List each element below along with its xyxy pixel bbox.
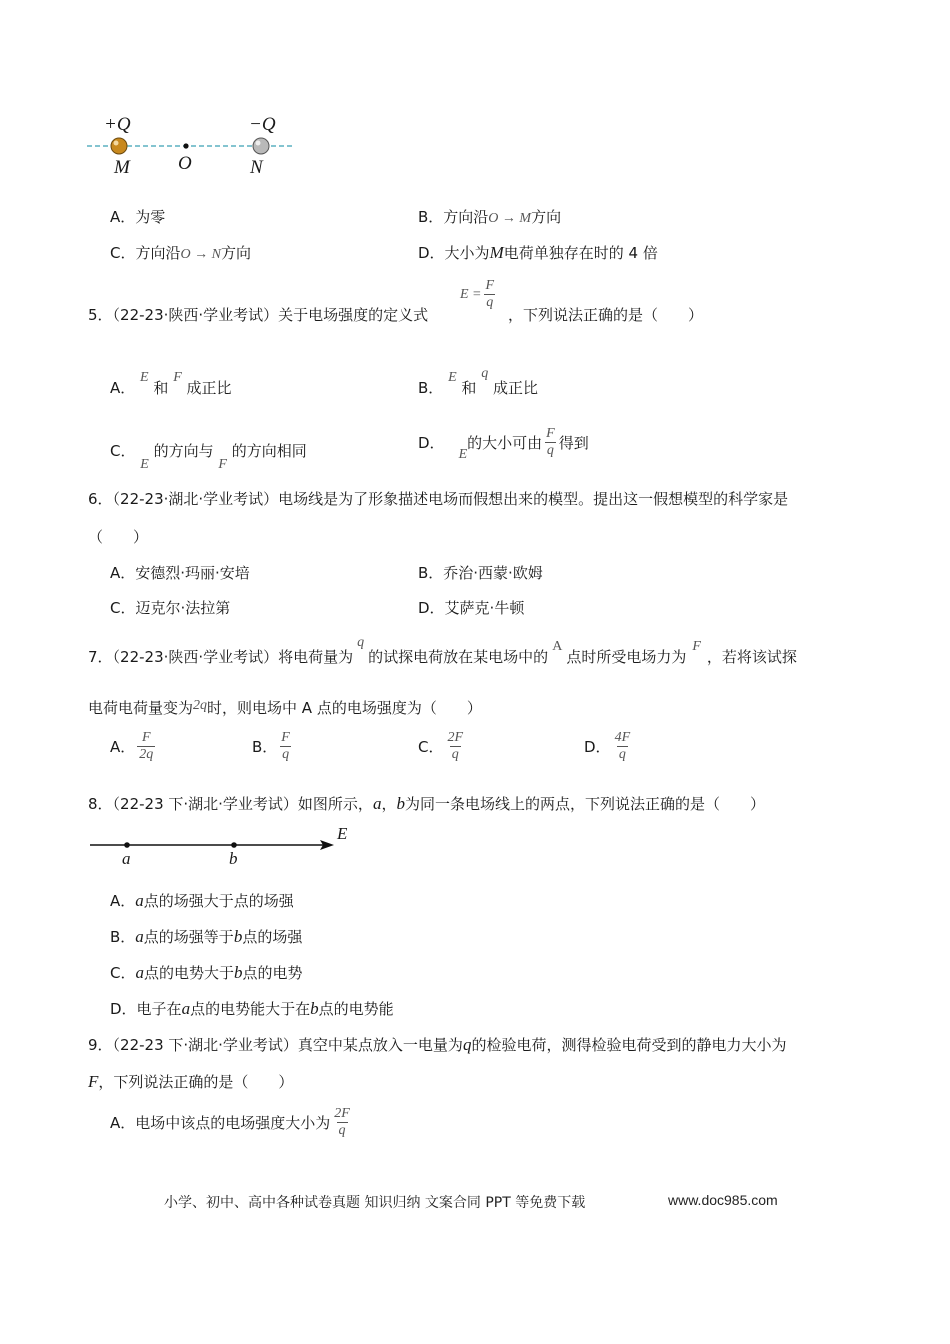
q8-option-c-var: a — [135, 963, 144, 982]
q6-option-d: D．艾萨克·牛顿 — [418, 599, 525, 617]
q7-option-a — [110, 730, 157, 763]
q5-stem-suffix: ，下列说法正确的是（ ） — [508, 306, 704, 324]
q5-option-d-text: 得到 — [558, 434, 589, 452]
q5-option-d-den: q — [546, 443, 554, 458]
q5-option-a-label: A． — [110, 379, 136, 397]
charge-m-highlight — [114, 141, 119, 146]
q7-line2-b: 时，则电场中 A 点的电场强度为（ ） — [207, 699, 482, 717]
q7-option-a-fraction — [137, 730, 155, 763]
q5-formula — [460, 278, 498, 311]
q9-stem-line2 — [88, 1071, 293, 1092]
q8-option-a — [110, 890, 294, 911]
q5-option-c — [110, 440, 307, 472]
q5-option-b — [418, 366, 539, 398]
q8-option-b-var: a — [135, 927, 144, 946]
q5-formula-den: q — [486, 295, 494, 310]
q4-option-c-math: O → N — [180, 247, 221, 262]
q5-option-a-text: 成正比 — [186, 379, 232, 397]
q5-option-c-var2: F — [218, 457, 227, 472]
q7-stem-line1 — [88, 635, 797, 667]
n-label: N — [250, 157, 263, 178]
q7-option-d-num: 4F — [614, 730, 631, 745]
q4-option-b — [418, 206, 561, 227]
q7-option-d — [584, 730, 634, 763]
q9-option-a-den: q — [338, 1123, 346, 1138]
q8-option-c-mid: 点的电势大于 — [143, 964, 234, 982]
minus-q-label: −Q — [249, 114, 276, 135]
q5-option-c-var1: E — [140, 457, 149, 472]
q7-option-a-den: 2q — [139, 747, 154, 762]
q9-stem-a: 9．（22-23 下·湖北·学业考试）真空中某点放入一电量为 — [88, 1036, 463, 1054]
q8-option-b-var2: b — [233, 927, 243, 946]
q5-option-c-mid: 的方向与 — [153, 442, 214, 460]
q4-option-c-suffix: 方向 — [220, 244, 251, 262]
q8-option-d-var2: b — [310, 999, 319, 1018]
q5-option-b-label: B． — [418, 379, 444, 397]
q7-option-a-label: A． — [110, 738, 136, 756]
q6-option-a: A．安德烈·玛丽·安培 — [110, 564, 250, 582]
q4-option-d — [418, 242, 658, 263]
q5-option-d-mid: 的大小可由 — [467, 434, 543, 452]
q8-option-d-var: a — [181, 999, 191, 1018]
q6-option-b: B．乔治·西蒙·欧姆 — [418, 564, 543, 582]
q5-option-b-and: 和 — [461, 379, 477, 397]
q4-option-a: A．为零 — [110, 208, 166, 226]
q8-option-a-text: 点的场强大于点的场强 — [143, 892, 294, 910]
q8-option-a-label: A． — [110, 892, 136, 910]
q8-stem-b: 为同一条电场线上的两点，下列说法正确的是（ ） — [404, 795, 765, 813]
q5-option-c-text: 的方向相同 — [231, 442, 307, 460]
q5-option-d-num: F — [546, 426, 555, 441]
q9-line2-text: ，下列说法正确的是（ ） — [98, 1073, 294, 1091]
q7-option-b-fraction — [279, 730, 292, 763]
q5-formula-fraction — [484, 278, 497, 311]
q7-var-2q: 2q — [193, 698, 208, 713]
q8-stem — [88, 793, 765, 814]
q9-option-a-num: 2F — [334, 1106, 350, 1121]
q7-option-b — [252, 730, 294, 763]
q5-option-b-var2: q — [481, 366, 489, 381]
q5-option-b-var1: E — [448, 370, 457, 385]
q7-option-c-fraction — [445, 730, 465, 763]
fig-e-label: E — [337, 824, 348, 843]
q5-option-a-and: 和 — [153, 379, 169, 397]
q8-option-d-label: D．电子在 — [110, 1000, 182, 1018]
q8-option-b-text: 点的场强 — [242, 928, 303, 946]
q5-option-a-var1: E — [140, 370, 149, 385]
q7-option-b-label: B． — [252, 738, 278, 756]
q5-option-d-var1: E — [458, 446, 468, 462]
q8-option-d-mid: 点的电势能大于在 — [190, 1000, 311, 1018]
q5-formula-lhs: E = — [460, 286, 482, 302]
q7-option-a-num: F — [141, 730, 151, 745]
q5-option-d-fraction — [544, 426, 557, 459]
footer-url[interactable]: www.doc985.com — [668, 1192, 778, 1208]
q6-option-c: C．迈克尔·法拉第 — [110, 599, 231, 617]
q4-option-c — [110, 242, 251, 263]
q4-option-b-suffix: 方向 — [531, 208, 562, 226]
q9-option-a — [110, 1106, 354, 1139]
point-a-dot — [124, 842, 130, 848]
q8-option-b-mid: 点的场强等于 — [143, 928, 234, 946]
q8-option-b — [110, 926, 302, 947]
q8-option-b-label: B． — [110, 928, 136, 946]
q7-option-c-den: q — [451, 747, 459, 762]
m-label: M — [114, 157, 130, 178]
q7-var-q: q — [357, 635, 365, 650]
q5-option-d — [418, 426, 589, 462]
q8-comma: ， — [381, 795, 397, 813]
q6-stem-line1: 6．（22-23·湖北·学业考试）电场线是为了形象描述电场而假想出来的模型。提出这一假想模型的科学家是 — [88, 490, 789, 508]
q6-stem-line2: （ ） — [88, 528, 149, 546]
q4-option-c-prefix: C．方向沿 — [110, 244, 181, 262]
q7-stem-line2 — [88, 697, 482, 718]
fig-b-label: b — [229, 849, 238, 868]
q8-option-d-text: 点的电势能 — [318, 1000, 394, 1018]
q7-option-c-label: C． — [418, 738, 444, 756]
q5-option-d-label: D． — [418, 434, 445, 452]
charge-m-ball — [111, 138, 127, 154]
q5-stem-prefix: 5．（22-23·陕西·学业考试）关于电场强度的定义式 — [88, 306, 429, 324]
q8-var-a: a — [372, 794, 382, 813]
q7-option-b-num: F — [281, 730, 290, 745]
point-o-dot — [183, 143, 188, 148]
q7-var-a: A — [552, 639, 563, 654]
q7-option-d-fraction — [613, 730, 633, 763]
q9-stem-b: 的检验电荷，测得检验电荷受到的静电力大小为 — [471, 1036, 787, 1054]
q5-option-b-text: 成正比 — [493, 379, 539, 397]
q7-line2-a: 电荷电荷量变为 — [88, 699, 194, 717]
q9-var-f: F — [88, 1072, 99, 1091]
q5-option-c-label: C． — [110, 442, 136, 460]
q4-option-b-prefix: B．方向沿 — [418, 208, 489, 226]
q8-stem-a: 8．（22-23 下·湖北·学业考试）如图所示， — [88, 795, 373, 813]
q5-option-a-var2: F — [173, 370, 182, 385]
q9-stem-line1 — [88, 1034, 786, 1055]
q7-option-c-num: 2F — [447, 730, 464, 745]
q5-option-a — [110, 370, 232, 398]
q9-var-q: q — [462, 1035, 472, 1054]
q8-option-c-label: C． — [110, 964, 136, 982]
q8-var-b: b — [396, 794, 405, 813]
o-label: O — [178, 153, 192, 174]
fig-a-label: a — [122, 849, 131, 868]
charge-n-highlight — [256, 141, 261, 146]
q7-stem-d: ，若将该试探 — [706, 648, 797, 666]
q4-option-b-math: O → M — [488, 211, 532, 226]
q9-option-a-fraction — [332, 1106, 352, 1139]
q8-option-a-var: a — [135, 891, 144, 910]
footer-text: 小学、初中、高中各种试卷真题 知识归纳 文案合同 PPT 等免费下载 — [164, 1195, 586, 1211]
q7-stem-b: 的试探电荷放在某电场中的 — [368, 648, 549, 666]
q4-option-d-prefix: D．大小为 — [418, 244, 490, 262]
q7-stem-c: 点时所受电场力为 — [566, 648, 687, 666]
q7-option-b-den: q — [282, 747, 290, 762]
q4-option-d-suffix: 电荷单独存在时的 4 倍 — [503, 244, 658, 262]
q9-option-a-text: A．电场中该点的电场强度大小为 — [110, 1114, 331, 1132]
q5-formula-num: F — [485, 278, 495, 293]
q4-option-d-var: M — [489, 243, 504, 262]
q7-option-d-den: q — [618, 747, 626, 762]
q8-option-d — [110, 998, 394, 1019]
q7-option-d-label: D． — [584, 738, 611, 756]
q7-option-c — [418, 730, 467, 763]
q8-option-c-text: 点的电势 — [242, 964, 303, 982]
q7-var-f: F — [692, 639, 701, 654]
q7-stem-a: 7．（22-23·陕西·学业考试）将电荷量为 — [88, 648, 354, 666]
q8-option-c-var2: b — [234, 963, 243, 982]
charge-n-ball — [253, 138, 269, 154]
plus-q-label: +Q — [104, 114, 131, 135]
q8-option-c — [110, 962, 303, 983]
point-b-dot — [231, 842, 237, 848]
